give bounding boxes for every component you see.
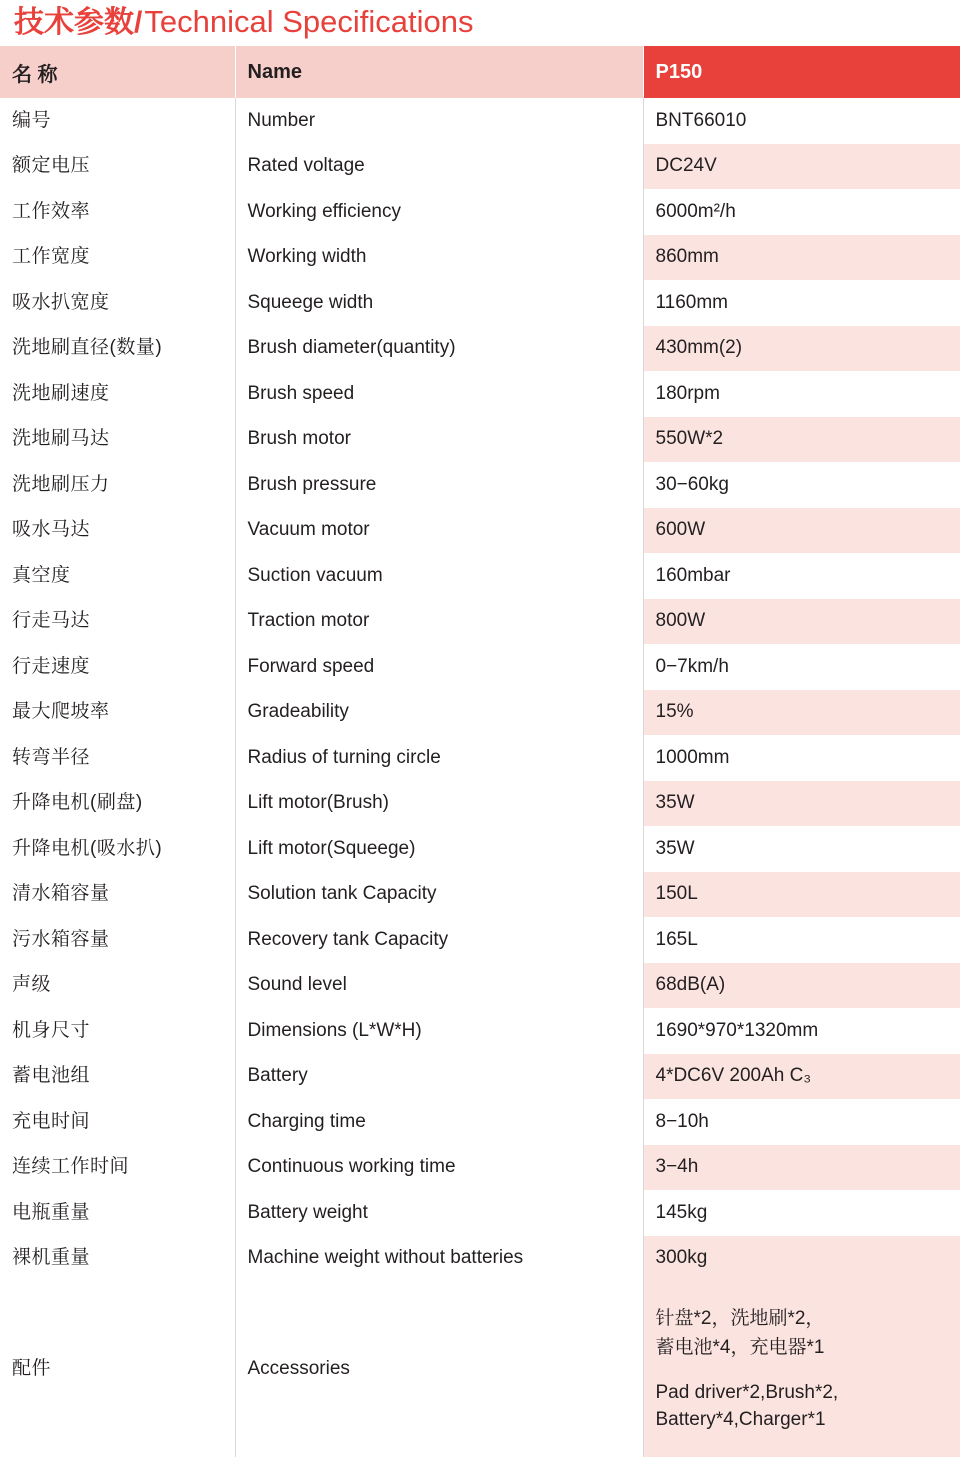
spec-value: 4*DC6V 200Ah C₃ bbox=[643, 1054, 960, 1100]
spec-value: 150L bbox=[643, 872, 960, 918]
spec-label-cn: 蓄电池组 bbox=[0, 1054, 235, 1100]
spec-label-en: Brush speed bbox=[235, 371, 643, 417]
spec-label-en: Squeege width bbox=[235, 280, 643, 326]
table-row bbox=[0, 1054, 960, 1100]
spec-label-en: Battery weight bbox=[235, 1190, 643, 1236]
table-header-row bbox=[0, 46, 960, 98]
spec-label-cn: 升降电机(吸水扒) bbox=[0, 826, 235, 872]
spec-label-en: Vacuum motor bbox=[235, 508, 643, 554]
spec-value: 15% bbox=[643, 690, 960, 736]
spec-label-en: Machine weight without batteries bbox=[235, 1236, 643, 1282]
spec-value: DC24V bbox=[643, 144, 960, 190]
spec-value: 160mbar bbox=[643, 553, 960, 599]
accessories-en-line-2: Battery*4,Charger*1 bbox=[655, 1409, 826, 1431]
accessories-value-en bbox=[656, 1379, 949, 1434]
table-row bbox=[0, 735, 960, 781]
spec-value: 300kg bbox=[643, 1236, 960, 1282]
table-row bbox=[0, 189, 960, 235]
spec-label-cn: 洗地刷马达 bbox=[0, 417, 235, 463]
spec-label-cn: 洗地刷压力 bbox=[0, 462, 235, 508]
spec-label-cn: 充电时间 bbox=[0, 1099, 235, 1145]
spec-label-cn: 工作宽度 bbox=[0, 235, 235, 281]
spec-label-cn: 最大爬坡率 bbox=[0, 690, 235, 736]
spec-value: 30−60kg bbox=[643, 462, 960, 508]
table-row bbox=[0, 917, 960, 963]
spec-value: 1000mm bbox=[643, 735, 960, 781]
spec-label-cn: 污水箱容量 bbox=[0, 917, 235, 963]
spec-value: 145kg bbox=[643, 1190, 960, 1236]
spec-label-cn: 清水箱容量 bbox=[0, 872, 235, 918]
spec-label-en: Dimensions (L*W*H) bbox=[235, 1008, 643, 1054]
table-row bbox=[0, 1145, 960, 1191]
spec-label-en: Continuous working time bbox=[235, 1145, 643, 1191]
table-row bbox=[0, 872, 960, 918]
table-header bbox=[0, 46, 960, 98]
table-row-accessories bbox=[0, 1281, 960, 1457]
spec-value: 68dB(A) bbox=[643, 963, 960, 1009]
spec-label-cn: 真空度 bbox=[0, 553, 235, 599]
spec-label-cn: 连续工作时间 bbox=[0, 1145, 235, 1191]
spec-label-en: Sound level bbox=[235, 963, 643, 1009]
table-row bbox=[0, 417, 960, 463]
spec-label-cn: 行走马达 bbox=[0, 599, 235, 645]
spec-label-en: Gradeability bbox=[235, 690, 643, 736]
spec-label-cn: 裸机重量 bbox=[0, 1236, 235, 1282]
spec-label-en: Recovery tank Capacity bbox=[235, 917, 643, 963]
accessories-label-en: Accessories bbox=[235, 1281, 643, 1457]
spec-label-en: Traction motor bbox=[235, 599, 643, 645]
accessories-label-cn: 配件 bbox=[0, 1281, 235, 1457]
spec-label-en: Working efficiency bbox=[235, 189, 643, 235]
spec-value: 35W bbox=[643, 781, 960, 827]
spec-value: 860mm bbox=[643, 235, 960, 281]
table-row bbox=[0, 644, 960, 690]
table-row bbox=[0, 1190, 960, 1236]
accessories-cn-line-2: 蓄电池*4，充电器*1 bbox=[655, 1337, 825, 1359]
spec-label-en: Brush motor bbox=[235, 417, 643, 463]
column-header-name-cn: 名 称 bbox=[0, 46, 235, 98]
spec-label-en: Working width bbox=[235, 235, 643, 281]
table-row bbox=[0, 1099, 960, 1145]
table-row bbox=[0, 781, 960, 827]
spec-value: 3−4h bbox=[643, 1145, 960, 1191]
spec-label-cn: 声级 bbox=[0, 963, 235, 1009]
spec-value: 0−7km/h bbox=[643, 644, 960, 690]
accessories-cn-line-1: 针盘*2，洗地刷*2， bbox=[655, 1308, 825, 1330]
table-row bbox=[0, 462, 960, 508]
table-row bbox=[0, 508, 960, 554]
spec-label-en: Charging time bbox=[235, 1099, 643, 1145]
spec-label-cn: 升降电机(刷盘) bbox=[0, 781, 235, 827]
accessories-en-line-1: Pad driver*2,Brush*2, bbox=[655, 1381, 839, 1403]
accessories-value-cn bbox=[656, 1304, 949, 1363]
spec-label-cn: 吸水马达 bbox=[0, 508, 235, 554]
spec-label-cn: 洗地刷速度 bbox=[0, 371, 235, 417]
spec-label-en: Lift motor(Squeege) bbox=[235, 826, 643, 872]
spec-label-en: Lift motor(Brush) bbox=[235, 781, 643, 827]
spec-label-cn: 洗地刷直径(数量) bbox=[0, 326, 235, 372]
spec-value: BNT66010 bbox=[643, 98, 960, 144]
spec-value: 8−10h bbox=[643, 1099, 960, 1145]
table-row bbox=[0, 826, 960, 872]
spec-label-en: Brush diameter(quantity) bbox=[235, 326, 643, 372]
spec-value: 600W bbox=[643, 508, 960, 554]
spec-value: 430mm(2) bbox=[643, 326, 960, 372]
spec-label-en: Battery bbox=[235, 1054, 643, 1100]
spec-value: 1690*970*1320mm bbox=[643, 1008, 960, 1054]
spec-label-cn: 吸水扒宽度 bbox=[0, 280, 235, 326]
spec-value: 180rpm bbox=[643, 371, 960, 417]
column-header-model: P150 bbox=[643, 46, 960, 98]
table-row bbox=[0, 144, 960, 190]
table-row bbox=[0, 599, 960, 645]
spec-label-en: Radius of turning circle bbox=[235, 735, 643, 781]
spec-label-en: Solution tank Capacity bbox=[235, 872, 643, 918]
spec-label-en: Forward speed bbox=[235, 644, 643, 690]
spec-value: 800W bbox=[643, 599, 960, 645]
spec-label-cn: 工作效率 bbox=[0, 189, 235, 235]
spec-label-cn: 额定电压 bbox=[0, 144, 235, 190]
spec-label-en: Brush pressure bbox=[235, 462, 643, 508]
table-body bbox=[0, 98, 960, 1457]
spec-value: 35W bbox=[643, 826, 960, 872]
table-row bbox=[0, 326, 960, 372]
table-row bbox=[0, 1236, 960, 1282]
spec-label-cn: 转弯半径 bbox=[0, 735, 235, 781]
table-row bbox=[0, 1008, 960, 1054]
table-row bbox=[0, 235, 960, 281]
spec-value: 6000m²/h bbox=[643, 189, 960, 235]
table-row bbox=[0, 553, 960, 599]
page-title bbox=[0, 0, 960, 46]
column-header-name-en: Name bbox=[235, 46, 643, 98]
spec-value: 165L bbox=[643, 917, 960, 963]
table-row bbox=[0, 98, 960, 144]
table-row bbox=[0, 371, 960, 417]
spec-label-cn: 行走速度 bbox=[0, 644, 235, 690]
spec-label-en: Suction vacuum bbox=[235, 553, 643, 599]
table-row bbox=[0, 280, 960, 326]
spec-label-en: Number bbox=[235, 98, 643, 144]
spec-label-cn: 电瓶重量 bbox=[0, 1190, 235, 1236]
spec-value: 1160mm bbox=[643, 280, 960, 326]
spec-value: 550W*2 bbox=[643, 417, 960, 463]
spec-label-cn: 编号 bbox=[0, 98, 235, 144]
spec-label-en: Rated voltage bbox=[235, 144, 643, 190]
spec-label-cn: 机身尺寸 bbox=[0, 1008, 235, 1054]
page-title-cn: 技术参数/ bbox=[14, 6, 143, 39]
accessories-value bbox=[643, 1281, 960, 1457]
specifications-table bbox=[0, 46, 960, 1457]
page-title-en: Technical Specifications bbox=[144, 4, 474, 39]
table-row bbox=[0, 963, 960, 1009]
table-row bbox=[0, 690, 960, 736]
